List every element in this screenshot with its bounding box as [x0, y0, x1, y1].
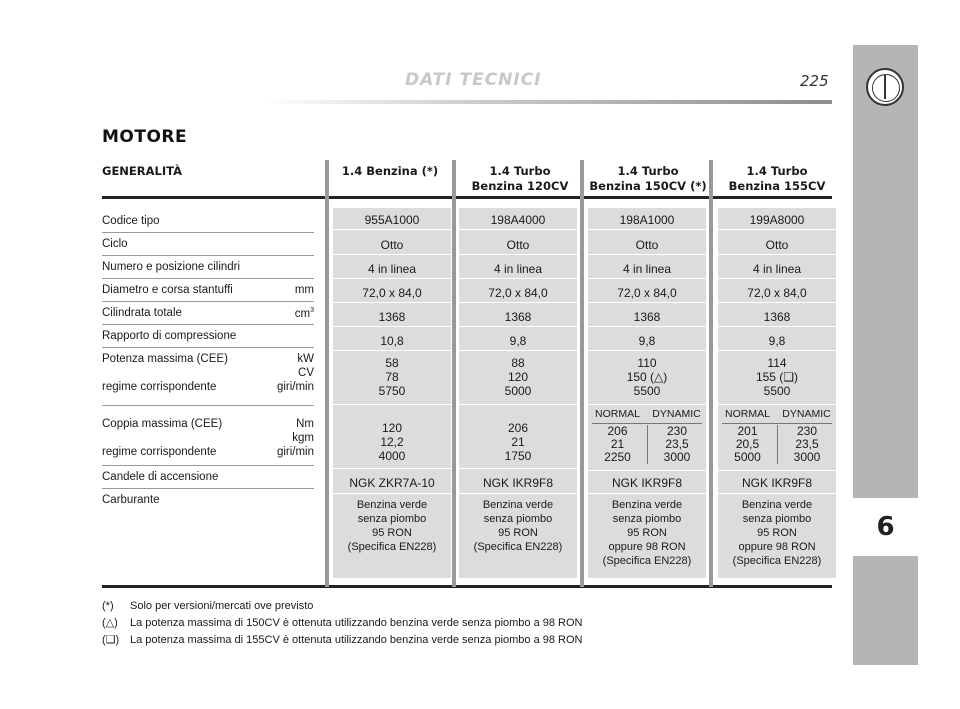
- value-text: 21: [610, 437, 625, 451]
- value-text: 5500: [763, 384, 791, 398]
- value-diametro: [459, 281, 577, 303]
- normal-values: [588, 425, 647, 464]
- value-text: (Specifica EN228): [347, 541, 437, 553]
- value-text: 110: [637, 356, 657, 370]
- label-text: regime corrispondente: [102, 381, 217, 393]
- value-text: 198A4000: [490, 213, 546, 227]
- row-labels: [102, 210, 314, 512]
- value-text: Benzina verde: [741, 499, 813, 511]
- label-text: regime corrispondente: [102, 446, 217, 458]
- column-heading-line: Benzina 155CV: [728, 179, 826, 193]
- value-text: 10,8: [380, 334, 404, 348]
- value-text: 1368: [378, 310, 406, 324]
- dynamic-values: [647, 425, 706, 464]
- row-label-cilindrata: [102, 302, 314, 325]
- column-heading-3: [583, 164, 713, 194]
- value-text: 1750: [504, 449, 532, 463]
- value-codice: [459, 208, 577, 230]
- row-label-cilindri: [102, 256, 314, 279]
- footnote: [102, 632, 583, 649]
- value-text: 72,0 x 84,0: [617, 286, 677, 300]
- footnote-mark: (*): [102, 600, 114, 612]
- row-label-rapporto: [102, 325, 314, 348]
- footnote-text: La potenza massima di 155CV è ottenuta utilizzando benzina verde senza piombo a 98 RON: [130, 634, 583, 646]
- label-text: Coppia massima (CEE): [102, 418, 223, 430]
- spec-column-3: [588, 208, 706, 578]
- value-diametro: [718, 281, 836, 303]
- value-text: 9,8: [768, 334, 786, 348]
- value-text: 88: [511, 356, 525, 370]
- footnote-mark: (△): [102, 617, 118, 629]
- value-diametro: [588, 281, 706, 303]
- value-ciclo: [459, 233, 577, 255]
- value-text: 206: [507, 421, 529, 435]
- value-text: NGK ZKR7A-10: [349, 476, 435, 490]
- brand-logo-icon: [866, 68, 904, 106]
- value-potenza: [459, 353, 577, 405]
- chapter-number[interactable]: 6: [853, 498, 918, 556]
- column-separator: [325, 160, 329, 587]
- value-text: 9,8: [509, 334, 527, 348]
- value-cilindrata: [588, 305, 706, 327]
- footnote-text: Solo per versioni/mercati ove previsto: [130, 600, 314, 612]
- value-text: 201: [737, 424, 758, 438]
- value-text: NGK IKR9F8: [482, 476, 554, 490]
- value-ciclo: [333, 233, 451, 255]
- value-text: 20,5: [735, 437, 760, 451]
- column-heading-line: 1.4 Turbo: [746, 164, 808, 178]
- footnote-text: La potenza massima di 150CV è ottenuta utilizzando benzina verde senza piombo a 98 RON: [130, 617, 583, 629]
- value-text: Otto: [380, 238, 404, 252]
- value-text: 4 in linea: [493, 262, 543, 276]
- value-text: 23,5: [665, 437, 689, 451]
- label-text: Candele di accensione: [102, 471, 219, 483]
- value-text: senza piombo: [612, 513, 682, 525]
- value-text: 95 RON: [757, 527, 797, 539]
- value-text: 4000: [378, 449, 406, 463]
- column-heading-2: [455, 164, 585, 194]
- unit-text: mm: [294, 284, 314, 296]
- value-text: senza piombo: [357, 513, 427, 525]
- value-text: Benzina verde: [482, 499, 554, 511]
- value-cilindri: [459, 257, 577, 279]
- value-text: 12,2: [380, 435, 404, 449]
- value-codice: [718, 208, 836, 230]
- value-text: 95 RON: [498, 527, 538, 539]
- value-text: 3000: [793, 450, 821, 464]
- column-separator: [580, 160, 584, 587]
- label-text: Diametro e corsa stantuffi: [102, 284, 233, 296]
- value-text: (Specifica EN228): [602, 555, 692, 567]
- value-potenza: [588, 353, 706, 405]
- value-text: senza piombo: [742, 513, 812, 525]
- value-ciclo: [588, 233, 706, 255]
- row-label-potenza: [102, 348, 314, 406]
- value-diametro: [333, 281, 451, 303]
- value-text: 1368: [504, 310, 532, 324]
- value-cilindri: [333, 257, 451, 279]
- value-text: 4 in linea: [752, 262, 802, 276]
- value-candele: [459, 471, 577, 494]
- value-text: (Specifica EN228): [732, 555, 822, 567]
- value-text: 9,8: [638, 334, 656, 348]
- column-separator: [709, 160, 713, 587]
- column-separator: [452, 160, 456, 587]
- label-text: Ciclo: [102, 238, 128, 250]
- value-text: NGK IKR9F8: [611, 476, 683, 490]
- value-candele: [333, 471, 451, 494]
- unit-text: kgm: [292, 432, 314, 444]
- spec-column-2: [459, 208, 577, 578]
- value-ciclo: [718, 233, 836, 255]
- value-text: Benzina verde: [611, 499, 683, 511]
- value-cilindrata: [333, 305, 451, 327]
- table-top-rule: [102, 196, 832, 199]
- value-text: 3000: [663, 450, 691, 464]
- value-text: Otto: [765, 238, 789, 252]
- value-text: 72,0 x 84,0: [362, 286, 422, 300]
- value-candele: [588, 470, 706, 494]
- value-text: 72,0 x 84,0: [488, 286, 548, 300]
- value-text: 150 (△): [626, 370, 668, 384]
- value-coppia: [333, 407, 451, 469]
- value-rapporto: [718, 329, 836, 351]
- chapter-tab-band: [853, 45, 918, 665]
- value-text: 5500: [633, 384, 661, 398]
- value-text: oppure 98 RON: [738, 541, 816, 553]
- value-text: 58: [385, 356, 399, 370]
- normal-label: NORMAL: [725, 408, 770, 420]
- value-text: 95 RON: [372, 527, 412, 539]
- value-codice: [333, 208, 451, 230]
- value-text: 230: [666, 424, 688, 438]
- value-carburante: [333, 498, 451, 568]
- value-text: senza piombo: [483, 513, 553, 525]
- label-text: Rapporto di compressione: [102, 330, 237, 342]
- label-text: Potenza massima (CEE): [102, 353, 228, 365]
- value-text: 72,0 x 84,0: [747, 286, 807, 300]
- value-text: 78: [385, 370, 399, 384]
- value-candele: [718, 470, 836, 494]
- unit-text: [295, 307, 314, 320]
- value-text: (Specifica EN228): [473, 541, 563, 553]
- value-rapporto: [333, 329, 451, 351]
- value-text: 21: [511, 435, 525, 449]
- dynamic-values: [777, 425, 836, 464]
- value-text: 23,5: [795, 437, 819, 451]
- value-text: 120: [507, 370, 529, 384]
- value-text: 155 (❏): [755, 370, 799, 384]
- value-text: Otto: [506, 238, 530, 252]
- unit-text: giri/min: [276, 381, 314, 393]
- value-cilindrata: [718, 305, 836, 327]
- footnote: [102, 615, 583, 632]
- value-text: 1368: [763, 310, 791, 324]
- value-coppia-split: [718, 408, 836, 468]
- row-label-ciclo: [102, 233, 314, 256]
- row-label-candele: [102, 466, 314, 489]
- unit-text: giri/min: [276, 446, 314, 458]
- general-title: GENERALITÀ: [102, 164, 182, 178]
- header-divider: [262, 100, 832, 104]
- row-label-diametro: [102, 279, 314, 302]
- value-text: 5750: [378, 384, 406, 398]
- value-text: Benzina verde: [356, 499, 428, 511]
- column-heading-line: Benzina 120CV: [471, 179, 569, 193]
- value-text: 120: [381, 421, 403, 435]
- column-heading-line: 1.4 Turbo: [617, 164, 679, 178]
- unit-superscript: 3: [310, 307, 314, 314]
- value-text: 1368: [633, 310, 661, 324]
- value-text: oppure 98 RON: [608, 541, 686, 553]
- value-text: 199A8000: [749, 213, 805, 227]
- footnotes: [102, 598, 583, 649]
- value-carburante: [718, 498, 836, 576]
- value-text: 955A1000: [364, 213, 420, 227]
- section-title: MOTORE: [102, 127, 188, 147]
- value-text: 4 in linea: [367, 262, 417, 276]
- value-potenza: [718, 353, 836, 405]
- label-text: Codice tipo: [102, 215, 160, 227]
- label-text: Cilindrata totale: [102, 307, 182, 319]
- column-heading-4: [712, 164, 842, 194]
- row-label-carburante: [102, 489, 314, 512]
- value-text: Otto: [635, 238, 659, 252]
- value-potenza: [333, 353, 451, 405]
- spec-column-1: [333, 208, 451, 578]
- value-carburante: [588, 498, 706, 576]
- value-text: 4 in linea: [622, 262, 672, 276]
- value-text: 198A1000: [619, 213, 675, 227]
- dynamic-label: DYNAMIC: [652, 408, 701, 420]
- page-number: 225: [800, 72, 829, 90]
- spec-column-4: [718, 208, 836, 578]
- value-text: 5000: [504, 384, 532, 398]
- value-rapporto: [459, 329, 577, 351]
- value-codice: [588, 208, 706, 230]
- column-heading-line: Benzina 150CV (*): [589, 179, 707, 193]
- column-heading-line: 1.4 Turbo: [489, 164, 551, 178]
- unit-text: Nm: [296, 418, 314, 430]
- value-text: 2250: [604, 450, 631, 464]
- normal-values: [718, 425, 777, 464]
- footnote: [102, 598, 583, 615]
- page-header-title: DATI TECNICI: [405, 70, 542, 90]
- value-cilindri: [718, 257, 836, 279]
- value-text: NGK IKR9F8: [741, 476, 813, 490]
- value-text: 206: [607, 424, 628, 438]
- value-text: 5000: [734, 450, 761, 464]
- value-cilindrata: [459, 305, 577, 327]
- value-coppia-split: [588, 408, 706, 468]
- row-label-coppia: [102, 406, 314, 466]
- column-heading-1: [325, 164, 455, 179]
- value-text: 114: [767, 356, 787, 370]
- value-cilindri: [588, 257, 706, 279]
- value-carburante: [459, 498, 577, 568]
- table-bottom-rule: [102, 585, 832, 588]
- normal-label: NORMAL: [595, 408, 640, 420]
- unit-base: cm: [294, 307, 311, 320]
- unit-text: kW: [297, 353, 314, 365]
- label-text: Numero e posizione cilindri: [102, 261, 241, 273]
- value-text: 95 RON: [627, 527, 667, 539]
- column-heading-line: 1.4 Benzina (*): [341, 164, 439, 178]
- footnote-mark: (❏): [102, 634, 120, 646]
- dynamic-label: DYNAMIC: [782, 408, 831, 420]
- label-text: Carburante: [102, 494, 160, 506]
- value-text: 230: [796, 424, 818, 438]
- unit-text: CV: [298, 367, 314, 379]
- value-coppia: [459, 407, 577, 469]
- row-label-codice: [102, 210, 314, 233]
- value-rapporto: [588, 329, 706, 351]
